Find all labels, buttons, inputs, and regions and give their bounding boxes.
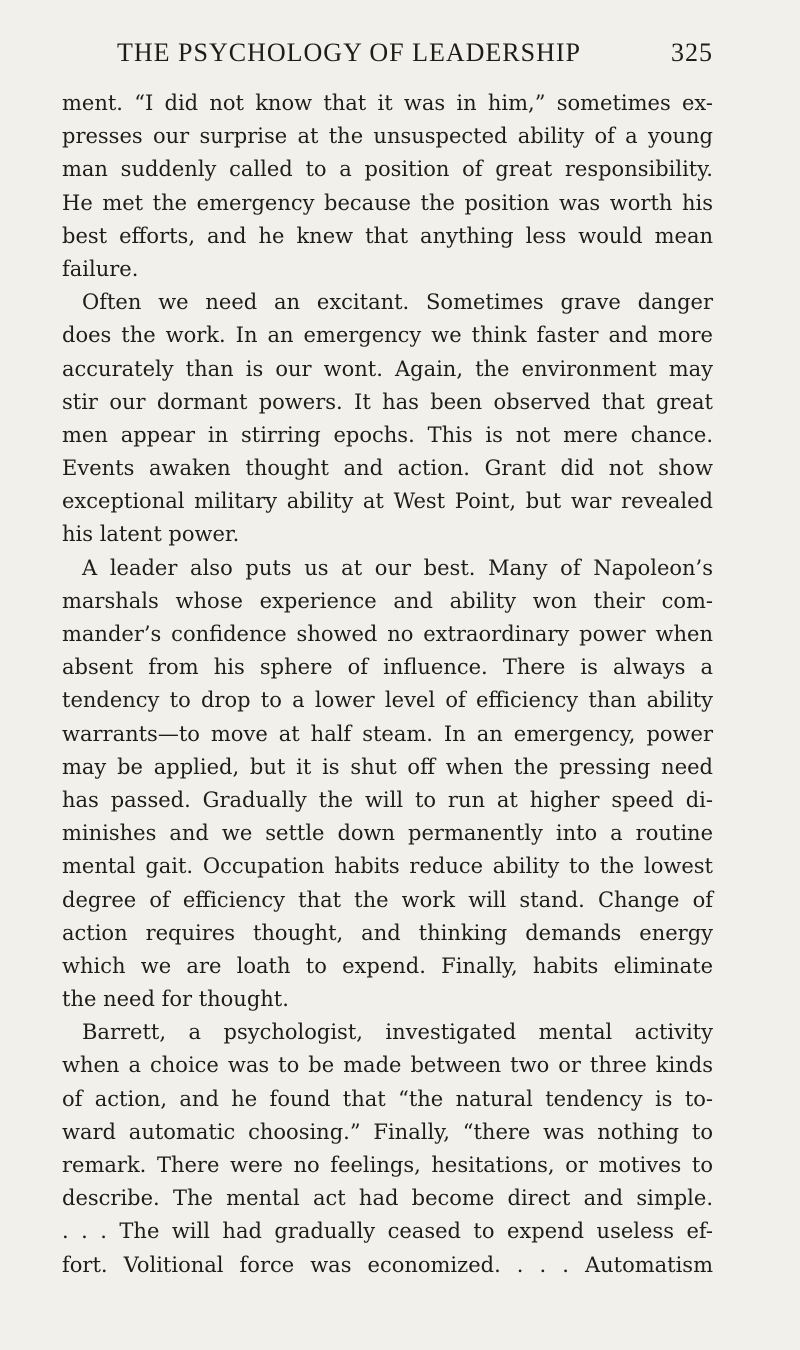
text-line: absent from his sphere of influence. There is always a — [62, 655, 713, 680]
running-head — [113, 38, 713, 68]
text-line: has passed. Gradually the will to run at higher speed di- — [62, 787, 713, 812]
text-line: may be applied, but it is shut off when the pressing need — [62, 754, 713, 779]
text-line: accurately than is our wont. Again, the environment may — [62, 356, 713, 381]
text-line: He met the emergency because the position was worth his — [62, 190, 713, 215]
text-line: fort. Volitional force was economized. . . . Automatism — [62, 1252, 713, 1277]
text-line: the need for thought. — [62, 987, 289, 1012]
text-line: ment. “I did not know that it was in him,” sometimes ex- — [62, 91, 713, 115]
paragraph-first-line: Barrett, a psychologist, investigated mental activity — [82, 1020, 713, 1045]
text-line: degree of efficiency that the work will stand. Change of — [62, 887, 713, 912]
text-line: ward automatic choosing.” Finally, “there was nothing to — [62, 1119, 713, 1144]
text-line: mental gait. Occupation habits reduce ability to the lowest — [62, 854, 713, 879]
body-text — [62, 87, 713, 1282]
text-line: . . . The will had gradually ceased to expend useless ef- — [62, 1219, 713, 1244]
paragraph-first-line: Often we need an excitant. Sometimes grave danger — [82, 290, 713, 315]
text-line: his latent power. — [62, 522, 240, 547]
text-line: warrants—to move at half steam. In an emergency, power — [62, 721, 713, 746]
text-line: failure. — [62, 256, 139, 281]
text-line: tendency to drop to a lower level of efficiency than ability — [62, 688, 713, 713]
text-line: Events awaken thought and action. Grant did not show — [62, 456, 713, 481]
text-line: does the work. In an emergency we think faster and more — [62, 323, 713, 348]
text-line: presses our surprise at the unsuspected ability of a young — [62, 124, 713, 149]
text-line: which we are loath to expend. Finally, habits eliminate — [62, 953, 713, 978]
text-line: exceptional military ability at West Point, but war revealed — [62, 489, 713, 514]
text-line: best efforts, and he knew that anything less would mean — [62, 223, 713, 248]
text-line: action requires thought, and thinking demands energy — [62, 920, 713, 945]
running-head-title: THE PSYCHOLOGY OF LEADERSHIP — [117, 38, 582, 67]
text-line: remark. There were no feelings, hesitations, or motives to — [62, 1153, 713, 1177]
text-line: of action, and he found that “the natural tendency is to- — [62, 1086, 713, 1111]
text-line: men appear in stirring epochs. This is not mere chance. — [62, 422, 713, 447]
text-line: when a choice was to be made between two or three kinds — [62, 1053, 713, 1078]
text-line: minishes and we settle down permanently into a routine — [62, 821, 713, 846]
text-line: describe. The mental act had become direct and simple. — [62, 1186, 713, 1211]
text-line: mander’s confidence showed no extraordinary power when — [62, 622, 713, 646]
text-line: marshals whose experience and ability won their com- — [62, 588, 713, 613]
paragraph-first-line: A leader also puts us at our best. Many of Napoleon’s — [82, 555, 713, 580]
page-number: 325 — [671, 38, 713, 67]
text-line: man suddenly called to a position of great responsibility. — [62, 157, 713, 182]
text-line: stir our dormant powers. It has been observed that great — [62, 389, 713, 414]
